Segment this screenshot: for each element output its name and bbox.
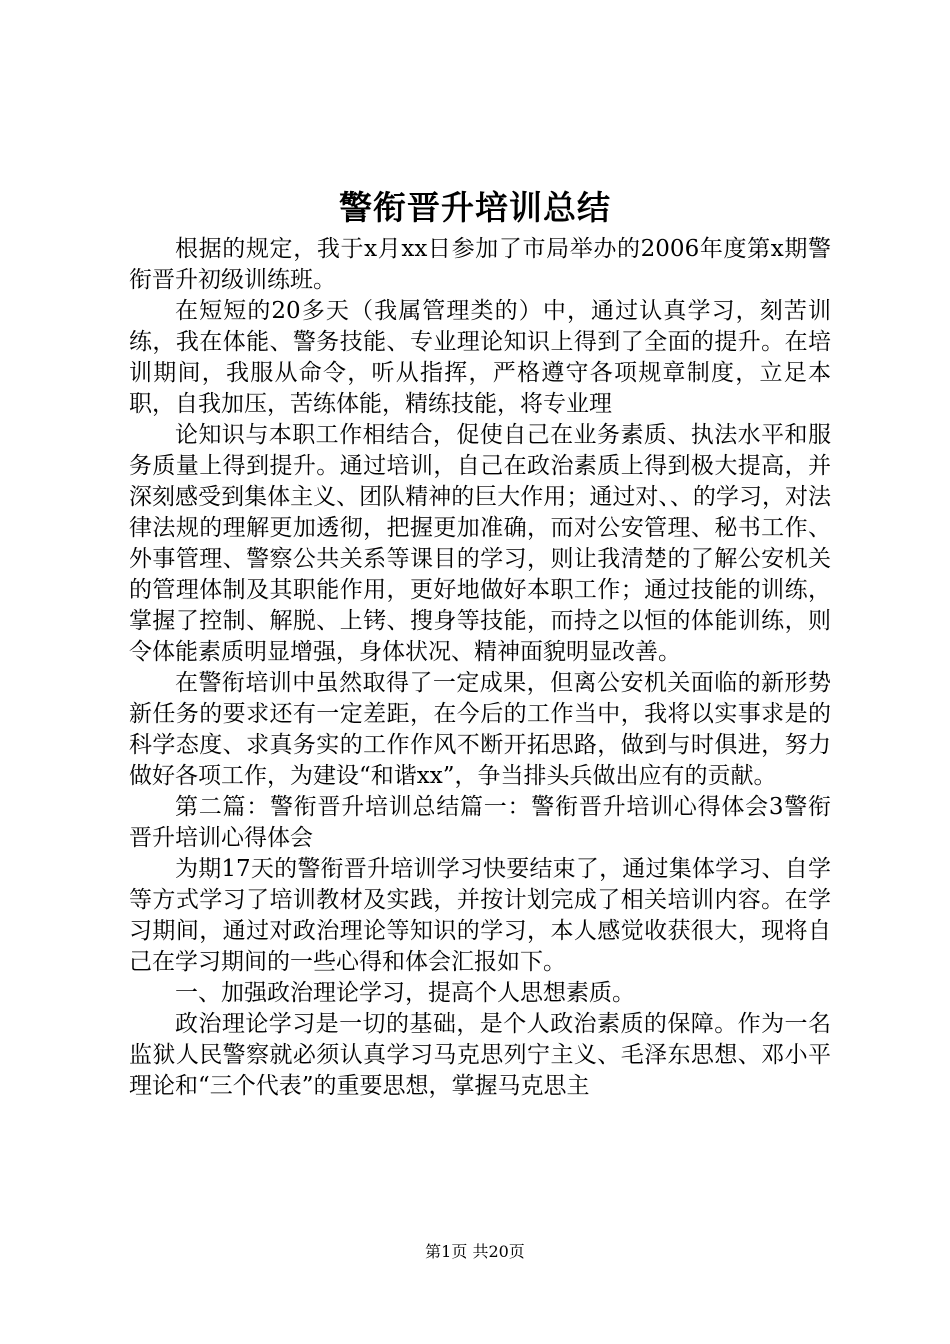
- paragraph: 为期17天的警衔晋升培训学习快要结束了，通过集体学习、自学等方式学习了培训教材及实践，并按计划完成了相关培训内容。在学习期间，通过对政治理论等知识的学习，本人感觉收获很大，现将自己在学习期间的一些心得和体会汇报如下。: [129, 856, 831, 975]
- document-title: 警衔晋升培训总结: [339, 188, 611, 227]
- paragraph: 第二篇：警衔晋升培训总结篇一：警衔晋升培训心得体会3警衔晋升培训心得体会: [129, 794, 831, 851]
- paragraph: 根据的规定，我于x月xx日参加了市局举办的2006年度第x期警衔晋升初级训练班。: [129, 236, 831, 293]
- paragraph: 政治理论学习是一切的基础，是个人政治素质的保障。作为一名监狱人民警察就必须认真学习马克思列宁主义、毛泽东思想、邓小平理论和“三个代表”的重要思想，掌握马克思主: [129, 1011, 831, 1099]
- paragraph: 在警衔培训中虽然取得了一定成果，但离公安机关面临的新形势新任务的要求还有一定差距，在今后的工作当中，我将以实事求是的科学态度、求真务实的工作作风不断开拓思路，做到与时俱进，努力做好各项工作，为建设“和谐xx”，争当排头兵做出应有的贡献。: [129, 670, 831, 789]
- paragraph: 论知识与本职工作相结合，促使自己在业务素质、执法水平和服务质量上得到提升。通过培训，自己在政治素质上得到极大提高，并深刻感受到集体主义、团队精神的巨大作用；通过对、、的学习，对法律法规的理解更加透彻，把握更加准确，而对公安管理、秘书工作、外事管理、警察公共关系等课目的学习，则让我清楚的了解公安机关的管理体制及其职能作用，更好地做好本职工作；通过技能的训练，掌握了控制、解脱、上铐、搜身等技能，而持之以恒的体能训练，则令体能素质明显增强，身体状况、精神面貌明显改善。: [129, 422, 831, 665]
- document-body: [129, 234, 831, 1102]
- page-number-footer: 第1页 共20页: [425, 1242, 525, 1261]
- paragraph: 在短短的20多天（我属管理类的）中，通过认真学习，刻苦训练，我在体能、警务技能、专业理论知识上得到了全面的提升。在培训期间，我服从命令，听从指挥，严格遵守各项规章制度，立足本职，自我加压，苦练体能，精练技能，将专业理: [129, 298, 831, 417]
- section-heading: 一、加强政治理论学习，提高个人思想素质。: [175, 980, 635, 1006]
